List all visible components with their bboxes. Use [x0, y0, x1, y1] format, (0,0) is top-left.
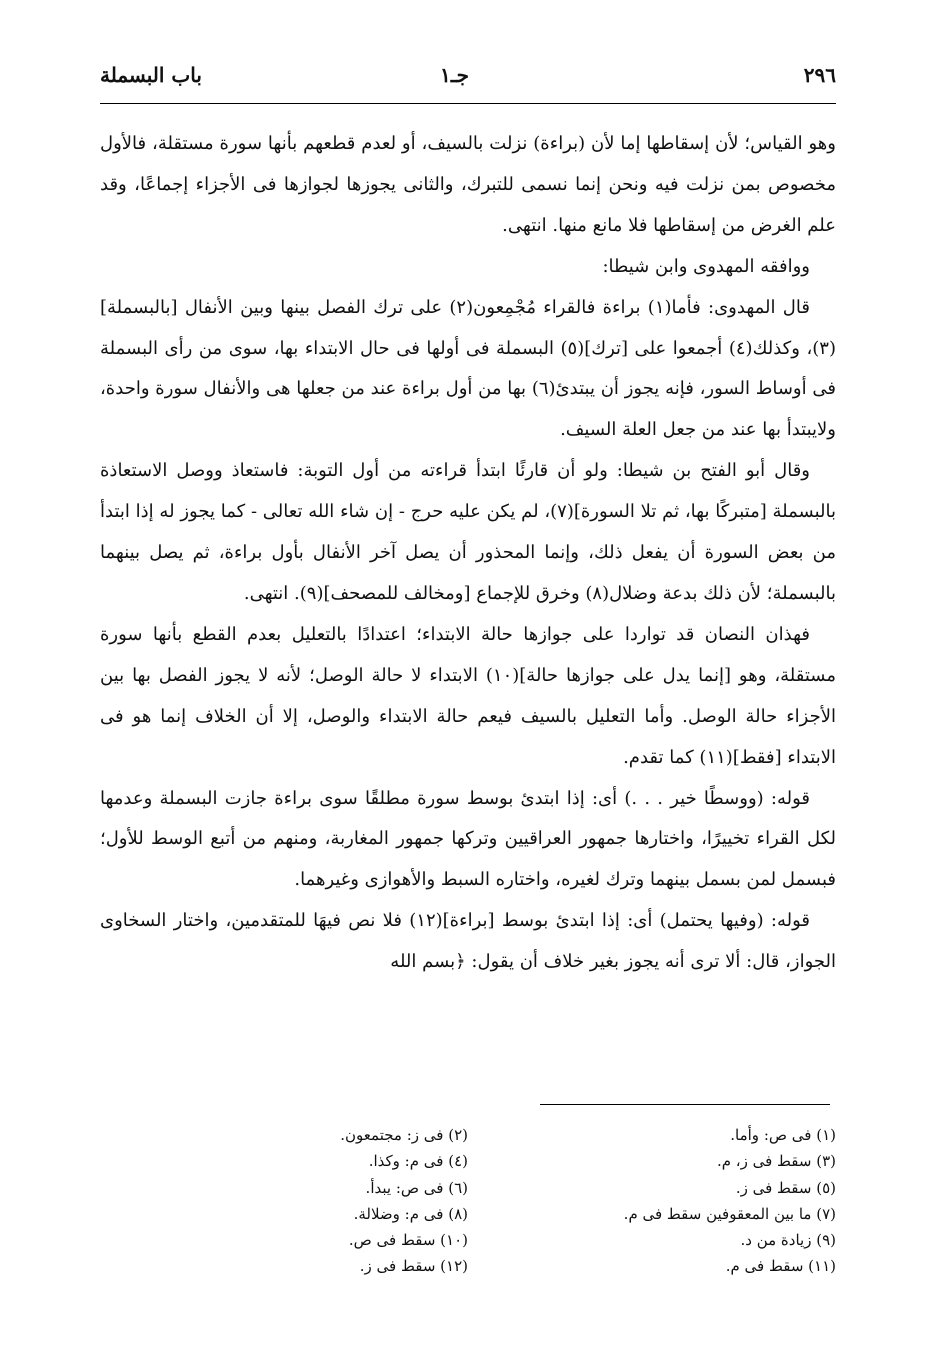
paragraph: ووافقه المهدوى وابن شيطا:	[602, 255, 810, 277]
footnote-row	[100, 1201, 836, 1227]
header-rule	[100, 103, 836, 104]
paragraph: وهو القياس؛ لأن إسقاطها إما لأن (براءة) نزلت بالسيف، أو لعدم قطعهم بأنها سورة مستقلة، فالأول مخصوص بمن نزلت فيه ونحن إنما نسمى للتبرك، والثانى يجوزها لجوازها فى الأجزاء إجماعًا، وقد علم الغرض من إسقاطها فلا مانع منها. انتهى.	[100, 133, 836, 236]
footnote: (١) فى ص: وأما.	[730, 1126, 836, 1144]
footnote: (٨) فى م: وضلالة.	[353, 1204, 468, 1223]
main-text	[100, 124, 836, 983]
footnote: (٩) زيادة من د.	[740, 1231, 836, 1250]
paragraph: قوله: (وفيها يحتمل) أى: إذا ابتدئ بوسط [براءة](١٢) فلا نص فيهَا للمتقدمين، واختار السخاوى الجواز، قال: ألا ترى أنه يجوز بغير خلاف أن يقول: ﴿بسم الله	[100, 910, 836, 973]
footnote-separator	[540, 1104, 830, 1105]
chapter-title: باب البسملة	[100, 63, 202, 87]
footnote-row	[100, 1227, 836, 1253]
footnote: (٢) فى ز: مجتمعون.	[340, 1126, 468, 1144]
footnote: (١٢) سقط فى ز.	[359, 1257, 468, 1276]
footnote: (٧) ما بين المعقوفين سقط فى م.	[623, 1204, 836, 1223]
paragraph: قال المهدوى: فأما(١) براءة فالقراء مُجْمِعون(٢) على ترك الفصل بينها وبين الأنفال [بالبسملة](٣)، وكذلك(٤) أجمعوا على [ترك](٥) البسملة فى أولها فى حال الابتداء بها، سوى من رأى البسملة فى أوساط السور، فإنه يجوز أن يبتدئ(٦) بها من أول براءة عند من جعلها هى والأنفال سورة واحدة، ولايبتدأ بها عند من جعل العلة السيف.	[100, 296, 836, 441]
paragraph: وقال أبو الفتح بن شيطا: ولو أن قارئًا ابتدأ قراءته من أول التوبة: فاستعاذ ووصل الاستعاذة بالبسملة [متبركًا بها، ثم تلا السورة](٧)، لم يكن عليه حرج - إن شاء الله تعالى - كما يجوز له إذا ابتدأ من بعض السورة أن يفعل ذلك، وإنما المحذور أن يصل آخر الأنفال بأول براءة، ثم يصل بينهما بالبسملة؛ لأن ذلك بدعة وضلال(٨) وخرق للإجماع [ومخالف للمصحف](٩). انتهى.	[100, 460, 836, 604]
volume-label: جـ١	[440, 63, 469, 87]
footnote-row	[100, 1175, 836, 1201]
footnote-row	[100, 1148, 836, 1174]
footnote: (٥) سقط فى ز.	[735, 1178, 836, 1197]
paragraph: قوله: (ووسطًا خير . . .) أى: إذا ابتدئ بوسط سورة مطلقًا سوى براءة جازت البسملة وعدمها لكل القراء تخييرًا، واختارها جمهور العراقيين وتركها جمهور المغاربة، ومنهم من أتبع الوسط للأول؛ فبسمل لمن بسمل بينهما وترك لغيره، واختاره السبط والأهوازى وغيرهما.	[100, 787, 836, 891]
footnotes	[100, 1122, 836, 1280]
footnote: (٣) سقط فى ز، م.	[716, 1152, 836, 1171]
paragraph: فهذان النصان قد تواردا على جوازها حالة الابتداء؛ اعتدادًا بالتعليل بعدم القطع بأنها سورة مستقلة، وهو [إنما يدل على جوازها حالة](١٠) الابتداء لا حالة الوصل؛ لأنه لا يجوز الفصل بها بين الأجزاء حالة الوصل. وأما التعليل بالسيف فيعم حالة الابتداء والوصل، إلا أن الخلاف إنما هو فى الابتداء [فقط](١١) كما تقدم.	[100, 623, 836, 768]
footnote: (٤) فى م: وكذا.	[368, 1152, 468, 1171]
footnote: (١٠) سقط فى ص.	[348, 1231, 468, 1250]
footnote-row	[100, 1122, 836, 1148]
footnote: (١١) سقط فى م.	[725, 1257, 836, 1276]
footnote: (٦) فى ص: يبدأ.	[365, 1178, 468, 1197]
page-number: ٢٩٦	[803, 63, 836, 87]
footnote-row	[100, 1253, 836, 1279]
